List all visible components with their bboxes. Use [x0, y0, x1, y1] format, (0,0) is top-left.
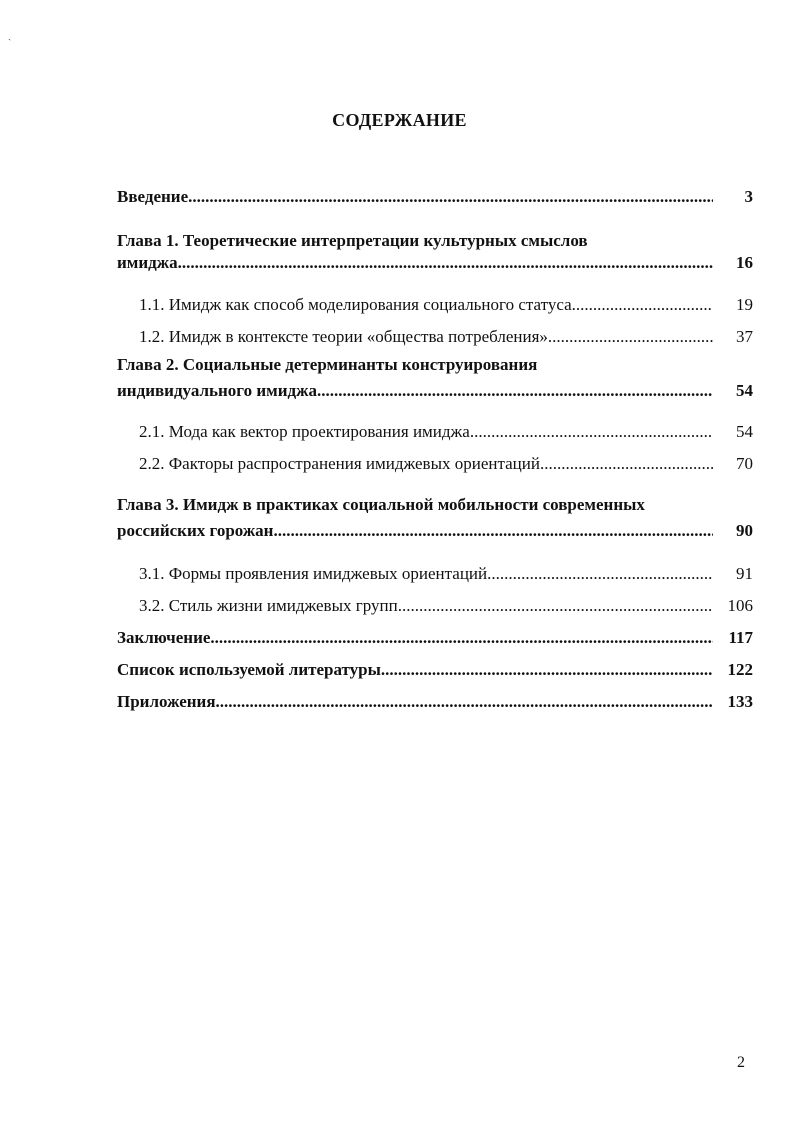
toc-entry-page: 54: [736, 422, 753, 441]
dot-leader: [398, 595, 713, 617]
toc-entry-label: 2.1. Мода как вектор проектирования имиджа: [139, 422, 470, 441]
toc-chapter-title-line2: [117, 252, 753, 274]
dot-leader: [572, 294, 713, 316]
toc-chapter-3[interactable]: [117, 494, 753, 542]
toc-section-1-1[interactable]: [117, 294, 753, 316]
toc-entry-page: 117: [728, 628, 753, 647]
dot-leader: [540, 453, 713, 475]
dot-leader: [188, 186, 713, 208]
toc-entry-appendices[interactable]: [117, 691, 753, 713]
toc-entry-page: 91: [736, 564, 753, 583]
toc-chapter-title-line2: [117, 380, 753, 402]
scan-mark: ˏ: [8, 30, 12, 41]
toc-chapter-1[interactable]: [117, 230, 753, 274]
toc-entry-label: Введение: [117, 187, 189, 206]
toc-entry-page: 122: [727, 660, 753, 679]
toc-entry-label: российских горожан: [117, 521, 274, 540]
toc-entry-references[interactable]: [117, 659, 753, 681]
toc-section-2-2[interactable]: [117, 453, 753, 475]
toc-entry-page: 70: [736, 454, 753, 473]
dot-leader: [273, 520, 713, 542]
dot-leader: [210, 627, 713, 649]
dot-leader: [317, 380, 713, 402]
toc-section-2-1[interactable]: [117, 421, 753, 443]
toc-entry-label: индивидуального имиджа: [117, 381, 317, 400]
toc-entry-conclusion[interactable]: [117, 627, 753, 649]
toc-entry-label: 3.1. Формы проявления имиджевых ориентаций: [139, 564, 488, 583]
toc-entry-label: Список используемой литературы: [117, 660, 381, 679]
toc-section-3-1[interactable]: [117, 563, 753, 585]
toc-entry-page: 90: [736, 521, 753, 540]
toc-chapter-2[interactable]: [117, 354, 753, 402]
dot-leader: [178, 252, 713, 274]
toc-section-1-2[interactable]: [117, 326, 753, 348]
toc-chapter-title-line2: [117, 520, 753, 542]
toc-entry-page: 16: [736, 253, 753, 272]
toc-entry-page: 37: [736, 327, 753, 346]
toc-entry-label: 1.1. Имидж как способ моделирования социального статуса: [139, 295, 572, 314]
dot-leader: [381, 659, 713, 681]
toc-entry-label: 1.2. Имидж в контексте теории «общества потребления»: [139, 327, 548, 346]
toc-entry-label: 2.2. Факторы распространения имиджевых ориентаций: [139, 454, 540, 473]
page-number: 2: [737, 1054, 745, 1071]
page-title: СОДЕРЖАНИЕ: [332, 110, 467, 130]
dot-leader: [470, 421, 713, 443]
table-of-contents: [117, 186, 753, 713]
dot-leader: [216, 691, 713, 713]
toc-entry-label: 3.2. Стиль жизни имиджевых групп: [139, 596, 398, 615]
toc-entry-page: 133: [727, 692, 753, 711]
toc-chapter-title-line1: Глава 3. Имидж в практиках социальной мобильности современных: [117, 495, 645, 514]
toc-entry-label: имиджа: [117, 253, 178, 272]
toc-entry-page: 106: [727, 596, 753, 615]
dot-leader: [487, 563, 713, 585]
toc-entry-page: 54: [736, 381, 753, 400]
toc-entry-label: Приложения: [117, 692, 216, 711]
toc-entry-page: 19: [736, 295, 753, 314]
toc-entry-intro[interactable]: [117, 186, 753, 208]
toc-entry-page: 3: [744, 187, 753, 206]
toc-entry-label: Заключение: [117, 628, 211, 647]
dot-leader: [548, 326, 713, 348]
toc-chapter-title-line1: Глава 1. Теоретические интерпретации культурных смыслов: [117, 231, 588, 250]
toc-section-3-2[interactable]: [117, 595, 753, 617]
toc-chapter-title-line1: Глава 2. Социальные детерминанты конструирования: [117, 355, 538, 374]
